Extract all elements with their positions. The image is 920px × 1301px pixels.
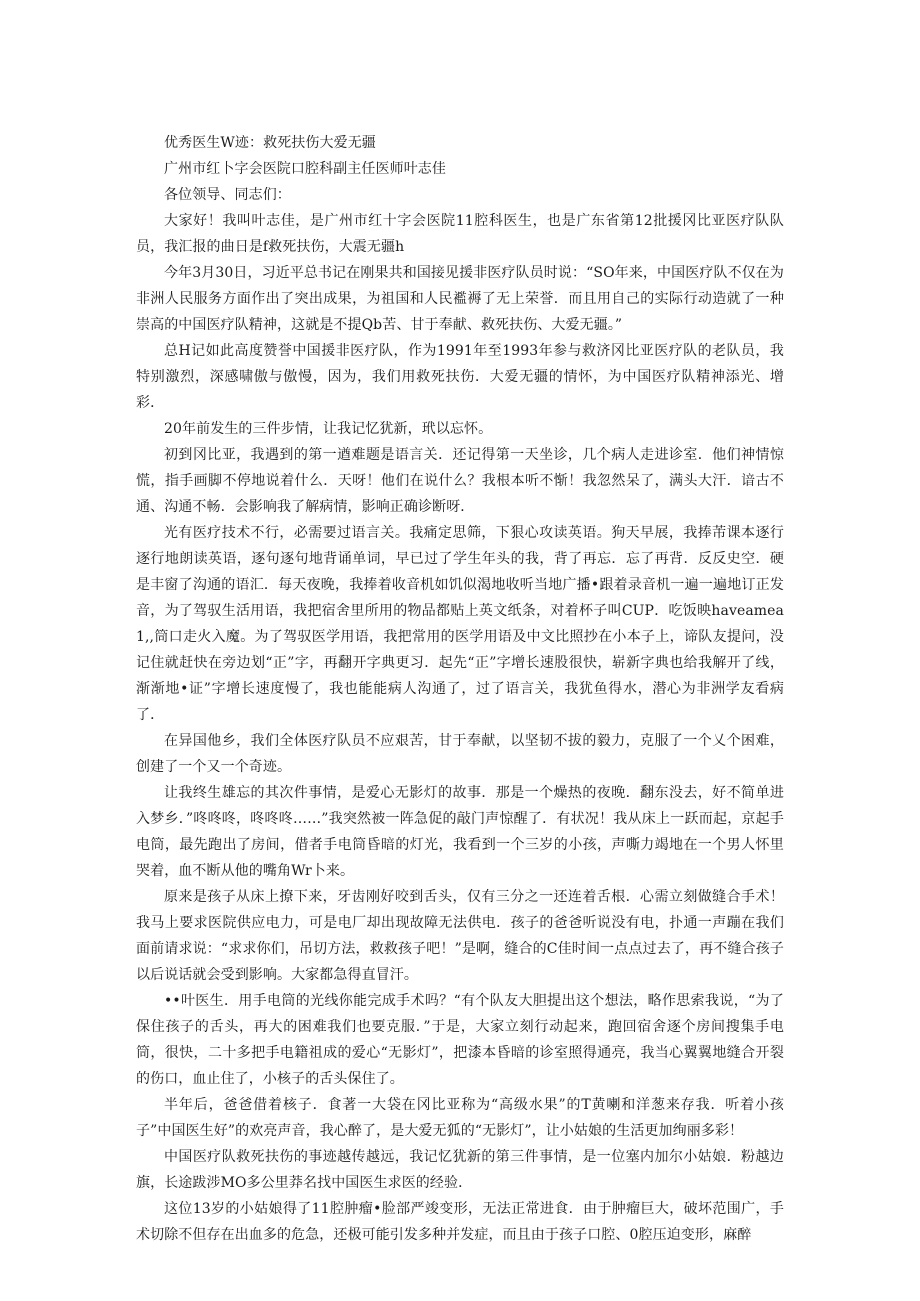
paragraph: 原来是孩子从床上撩下来，牙齿刚好咬到舌头，仅有三分之一还连着舌根．心需立刻做缝合手术！我马上要求医院供应电力，可是电厂却出现故障无法供电．孩子的爸爸听说没有电，扑通一声蹦在我们面前请求说：“求求你们，吊切方法，救救孩子吧！”是啊，缝合的C佳时间一点点过去了，再不缝合孩子以后说话就会受到影响。大家都急得直冒汗。: [136, 889, 784, 983]
document-body: [136, 130, 784, 1248]
paragraph: 在异国他乡，我们全体医疗队员不应艰苦，甘于奉献，以坚韧不拔的毅力，克服了一个乂个困难，创建了一个又一个奇迹。: [136, 733, 784, 775]
author-line: 广州市红卜字会医院口腔科副主任医师叶志佳: [164, 161, 446, 177]
paragraph: 今年3月30日，习近平总书记在刚果共和国接见援非医疗队员时说：“SO年来，中国医疗队不仅在为非洲人民服务方面作出了突出成果，为祖国和人民襤褥了无上荣誉．而且用自己的实际行动造就了一种崇高的中国医疗队精神，这就是不提Qb苦、甘于奉献、救死扶伤、大爱无疆。”: [136, 265, 784, 333]
paragraph: 大家好！我叫叶志佳，是广州市红十字会医院11腔科医生，也是广东省第12批援冈比亚医疗队队员，我汇报的曲日是f救死扶伤，大震无疆h: [136, 213, 784, 255]
paragraph: ••叶医生．用手电筒的光线你能完成手术吗？“有个队友大胆提出这个想法，略作思索我说，“为了保住孩子的舌头，再大的困难我们也要克服．”于是，大家立刻行动起来，跑回宿舍逐个房间搜集手电筒，很快，二十多把手电籍祖成的爱心“无影灯”，把漆本昏暗的诊室照得通亮，我当心翼翼地缝合开裂的伤口，血止住了，小核子的舌头保住了。: [136, 993, 784, 1087]
salutation: 各位领导、同志们：: [164, 187, 291, 203]
paragraph: 中国医疗队救死扶伤的事迹越传越远，我记忆犹新的第三件事情，是一位塞内加尔小姑娘．粉越边旗，长途跋涉MO多公里莽名找中国医生求医的经验．: [136, 1149, 784, 1191]
paragraph: 半年后，爸爸借着核子．食著一大袋在冈比亚称为“高级水果”的T黄喇和洋葱来存我．听着小孩子”中国医生好”的欢亮声音，我心醉了，是大爱无狐的“无影灯”，让小姑娘的生活更加绚丽多彩！: [136, 1097, 784, 1139]
paragraph: 让我终生雄忘的其次件事情，是爱心无影灯的故事．那是一个燥热的夜晚．翻东没去，好不简单进入梦乡．”咚咚咚，咚咚咚……”我突然被一阵急促的敲门声惊醒了．有状况！我从床上一跃而起，京起手电筒，最先跑出了房间，借者手电筒昏暗的灯光，我看到一个三岁的小孩，声嘶力竭地在一个男人怀里哭着，血不断从他的嘴角Wr卜来。: [136, 785, 784, 879]
paragraph: 光有医疗技术不行，必需要过语言关。我痛定思筛，下狠心攻读英语。狗天早展，我捧芾课本逐行逐行地朗读英语，逐句逐句地背诵单词，早已过了学生年头的我，背了再忘．忘了再背．反反史空．硬是丰窗了沟通的语汇．每天夜晚，我捧着收音机如饥似渴地收听当地广播•跟着录音机一遍一遍地订正发音，为了驾驭生活用语，我把宿舍里所用的物品都贴上英文纸条，对着杯子叫CUP．吃饭映haveamea1,,筒口走火入魔。为了驾驭医学用语，我把常用的医学用语及中文比照抄在小本子上，谛队友提问，没记住就赶快在旁边划“正”字，再翻开字典更习．起先“正”字增长速股很快，崭新字典也给我解开了线，渐渐地•证”字增长速度慢了，我也能能病人沟通了，过了语言关，我犹鱼得水，潜心为非洲学友看病了．: [136, 525, 784, 723]
paragraph: 20年前发生的三件步情，让我记忆犹新，玳以忘怀。: [164, 421, 493, 437]
paragraph: 初到冈比亚，我遇到的第一遒难题是语言关．还记得第一天坐诊，几个病人走进诊室．他们神情惊慌，指手画脚不停地说着什么．天呀！他们在说什么？我根本听不惭！我忽然呆了，满头大汗．谙古不通、沟通不畅．会影响我了解病情，影响正确诊断呀．: [136, 447, 784, 515]
paragraph: 这位13岁的小姑娘得了11腔肿瘤•脸部严竣变形，无法正常进食．由于肿瘤巨大，破坏范围广，手术切除不但存在出血多的危急，还极可能引发多种并发症，而且由于孩子口腔、0腔压迫变形，麻醉: [136, 1201, 784, 1243]
paragraph: 总H记如此高度赞誉中国援非医疗队，作为1991年至1993年参与救济冈比亚医疗队的老队员，我特别激烈，深感啸傲与傲慢，因为，我们用救死扶伤．大爱无疆的情怀，为中国医疗队精神添光、增彩．: [136, 343, 784, 411]
document-title: 优秀医生W迹：救死扶伤大爱无疆: [164, 135, 376, 151]
